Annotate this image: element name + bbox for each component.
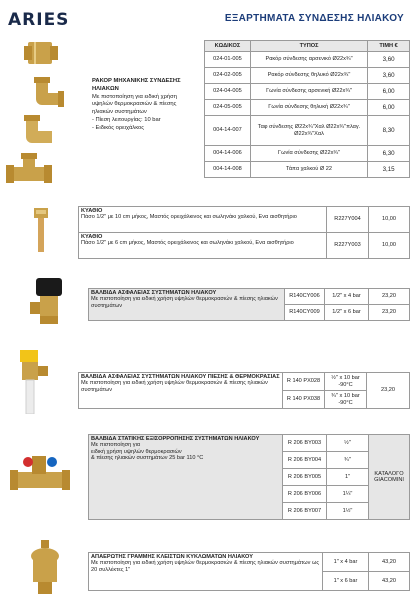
- pt-valve-desc: [79, 373, 283, 409]
- product-price: 6,00: [368, 84, 410, 100]
- product-code: R 206 BY007: [283, 503, 327, 520]
- product-size: 1" x 6 bar: [323, 572, 369, 591]
- air-vent-title: ΑΠΑΕΡΩΤΗΣ ΓΡΑΜΜΗΣ ΚΛΕΙΣΤΩΝ ΚΥΚΛΩΜΑΤΩΝ ΗΛΙΑΚΟΥ: [91, 554, 253, 560]
- product-price: 23,20: [369, 305, 410, 321]
- catalog-note: ΚΑΤΑΛΟΓΟ GIACOMINI: [369, 435, 410, 520]
- product-type: Γωνία σύνδεσης θηλυκή Ø22x¾": [250, 100, 367, 116]
- safety-valve-desc: [89, 289, 285, 321]
- sleeve-title: ΚΥΑΘΙΟ: [81, 208, 103, 214]
- fittings-title: ΡΑΚΟΡ ΜΗΧΑΝΙΚΗΣ ΣΥΝΔΕΣΗΣ ΗΛΙΑΚΩΝ: [92, 78, 181, 92]
- sensor-sleeve-photo: [30, 208, 52, 254]
- product-code: 004-14-008: [205, 162, 251, 178]
- safety-valve-text: Με πιστοποίηση για ειδική χρήση υψηλών θερμοκρασιών & πίεσης ηλιακών συστημάτων: [91, 296, 278, 309]
- product-code: 004-14-006: [205, 146, 251, 162]
- brass-elbow-photo: [30, 75, 66, 109]
- product-price: 3,60: [368, 52, 410, 68]
- product-type: Ρακόρ σύνδεσης αρσενικό Ø22x¾": [250, 52, 367, 68]
- product-size: ¾": [327, 452, 369, 469]
- table-header-row: [205, 41, 410, 52]
- product-code: R227Y003: [327, 233, 369, 259]
- product-price: 3,15: [368, 162, 410, 178]
- product-type: Τάπα χαλκού Ø 22: [250, 162, 367, 178]
- table-row: [79, 373, 410, 391]
- table-row: [205, 100, 410, 116]
- product-code: R140CY009: [285, 305, 325, 321]
- sleeve-desc: [79, 233, 327, 259]
- fittings-line: υψηλών θερμοκρασιών & πίεσης: [92, 101, 177, 108]
- product-price: 3,60: [368, 68, 410, 84]
- product-code: 004-14-007: [205, 116, 251, 146]
- air-vent-text: Με πιστοποίηση για ειδική χρήση υψηλών θερμοκρασιών & πίεσης ηλιακών συστημάτων ως 20 συλλέκτες 1": [91, 560, 320, 573]
- sleeve-title: ΚΥΑΘΙΟ: [81, 234, 103, 240]
- balancing-title: ΒΑΛΒΙΔΑ ΣΤΑΤΙΚΗΣ ΕΞΙΣΟΡΡΟΠΗΣΗΣ ΣΥΣΤΗΜΑΤΩΝ ΗΛΙΑΚΟΥ: [91, 436, 260, 442]
- page-header: [0, 0, 416, 38]
- table-row: [89, 553, 410, 572]
- table-row: [79, 233, 410, 259]
- product-type: Ρακόρ σύνδεσης θηλυκό Ø22x¾": [250, 68, 367, 84]
- product-price: 23,20: [369, 289, 410, 305]
- safety-valve-photo: [30, 278, 68, 324]
- pt-valve-table: [78, 372, 410, 409]
- sensor-sleeve-table: [78, 206, 410, 259]
- table-row: [89, 435, 410, 452]
- product-size: 1¼": [327, 486, 369, 503]
- product-code: R 206 BY006: [283, 486, 327, 503]
- balancing-line: & πίεσης ηλιακών συστημάτων 25 bar 110 °C: [91, 455, 204, 462]
- fittings-price-table: [204, 40, 410, 178]
- product-price: 8,30: [368, 116, 410, 146]
- balancing-valve-table: [88, 434, 410, 520]
- balancing-valve-photo: [10, 448, 70, 504]
- product-code: R 206 BY004: [283, 452, 327, 469]
- pt-valve-text: Με πιστοποίηση για ειδική χρήση υψηλών θερμοκρασιών & πίεσης ηλιακών συστημάτων: [81, 380, 268, 393]
- product-type: Ταφ σύνδεσης Ø22x¾"Χαλ Ø22x¾"πλαγ. Ø22x¾"Χαλ: [250, 116, 367, 146]
- product-type: Γωνία σύνδεσης αρσενική Ø22x¾": [250, 84, 367, 100]
- product-code: R 206 BY005: [283, 469, 327, 486]
- safety-valve-table: [88, 288, 410, 321]
- table-row: [79, 207, 410, 233]
- product-size: ½" x 10 bar -90°C: [325, 373, 367, 391]
- fittings-line: - Πίεση λειτουργίας: 10 bar: [92, 117, 161, 124]
- product-size: 1½": [327, 503, 369, 520]
- brass-fitting-photo: [22, 38, 60, 68]
- sleeve-text: Πάσο 1/2" με 10 cm μήκος, Μαστός ορειχάλκινος και σωληνάκι χαλκού, Ενα αισθητήριο: [81, 214, 297, 221]
- table-row: [205, 116, 410, 146]
- product-code: R 206 BY003: [283, 435, 327, 452]
- product-code: 024-01-005: [205, 52, 251, 68]
- brass-tee-photo: [6, 153, 52, 193]
- balancing-line: ειδική χρήση υψηλών θερμοκρασιών: [91, 448, 182, 455]
- product-size: ½": [327, 435, 369, 452]
- air-vent-photo: [28, 540, 62, 596]
- fittings-line: Με πιστοποίηση για ειδική χρήση: [92, 93, 177, 100]
- product-size: 1/2" x 4 bar: [325, 289, 369, 305]
- product-code: R140CY006: [285, 289, 325, 305]
- product-code: R 140 PX038: [283, 391, 325, 409]
- safety-valve-title: ΒΑΛΒΙΔΑ ΑΣΦΑΛΕΙΑΣ ΣΥΣΤΗΜΑΤΩΝ ΗΛΙΑΚΟΥ: [91, 290, 217, 296]
- product-price: 6,00: [368, 100, 410, 116]
- product-size: 1" x 4 bar: [323, 553, 369, 572]
- brand-logo: ARIES: [8, 10, 70, 30]
- brass-elbow-photo-2: [20, 113, 58, 147]
- product-price: 10,00: [369, 233, 410, 259]
- balancing-desc: [89, 435, 283, 520]
- product-code: 024-02-005: [205, 68, 251, 84]
- fittings-line: ηλιακών συστημάτων: [92, 109, 147, 116]
- table-row: [205, 162, 410, 178]
- balancing-line: Με πιστοποίηση για: [91, 442, 141, 449]
- table-row: [205, 68, 410, 84]
- fittings-description: [92, 78, 202, 133]
- product-size: 1": [327, 469, 369, 486]
- sleeve-text: Πάσο 1/2" με 6 cm μήκος, Μαστός ορειχάλκινος και σωληνάκι χαλκού, Ενα αισθητήριο: [81, 240, 294, 247]
- column-header: ΚΩΔΙΚΟΣ: [205, 41, 251, 52]
- product-code: 024-04-005: [205, 84, 251, 100]
- product-size: ¾" x 10 bar -90°C: [325, 391, 367, 409]
- air-vent-desc: [89, 553, 323, 591]
- page-title: ΕΞΑΡΤΗΜΑΤΑ ΣΥΝΔΕΣΗΣ ΗΛΙΑΚΟΥ: [224, 13, 404, 24]
- pt-valve-photo: [16, 350, 52, 414]
- table-row: [205, 84, 410, 100]
- product-code: 024-05-005: [205, 100, 251, 116]
- air-vent-table: [88, 552, 410, 591]
- table-row: [89, 289, 410, 305]
- product-code: R 140 PX028: [283, 373, 325, 391]
- table-row: [205, 52, 410, 68]
- product-type: Γωνία σύνδεσης Ø22x¾": [250, 146, 367, 162]
- product-price: 6,30: [368, 146, 410, 162]
- column-header: ΤΙΜΗ €: [368, 41, 410, 52]
- product-price: 43,20: [369, 553, 410, 572]
- product-price: 23,20: [367, 373, 410, 409]
- table-row: [205, 146, 410, 162]
- product-code: R227Y004: [327, 207, 369, 233]
- product-size: 1/2" x 6 bar: [325, 305, 369, 321]
- sleeve-desc: [79, 207, 327, 233]
- product-price: 10,00: [369, 207, 410, 233]
- product-price: 43,20: [369, 572, 410, 591]
- fittings-line: - Ειδικός ορειχάλκος: [92, 124, 145, 131]
- column-header: ΤΥΠΟΣ: [250, 41, 367, 52]
- pt-valve-title: ΒΑΛΒΙΔΑ ΑΣΦΑΛΕΙΑΣ ΣΥΣΤΗΜΑΤΩΝ ΗΛΙΑΚΟΥ ΠΙΕΣΗΣ & ΘΕΡΜΟΚΡΑΣΙΑΣ: [81, 374, 280, 380]
